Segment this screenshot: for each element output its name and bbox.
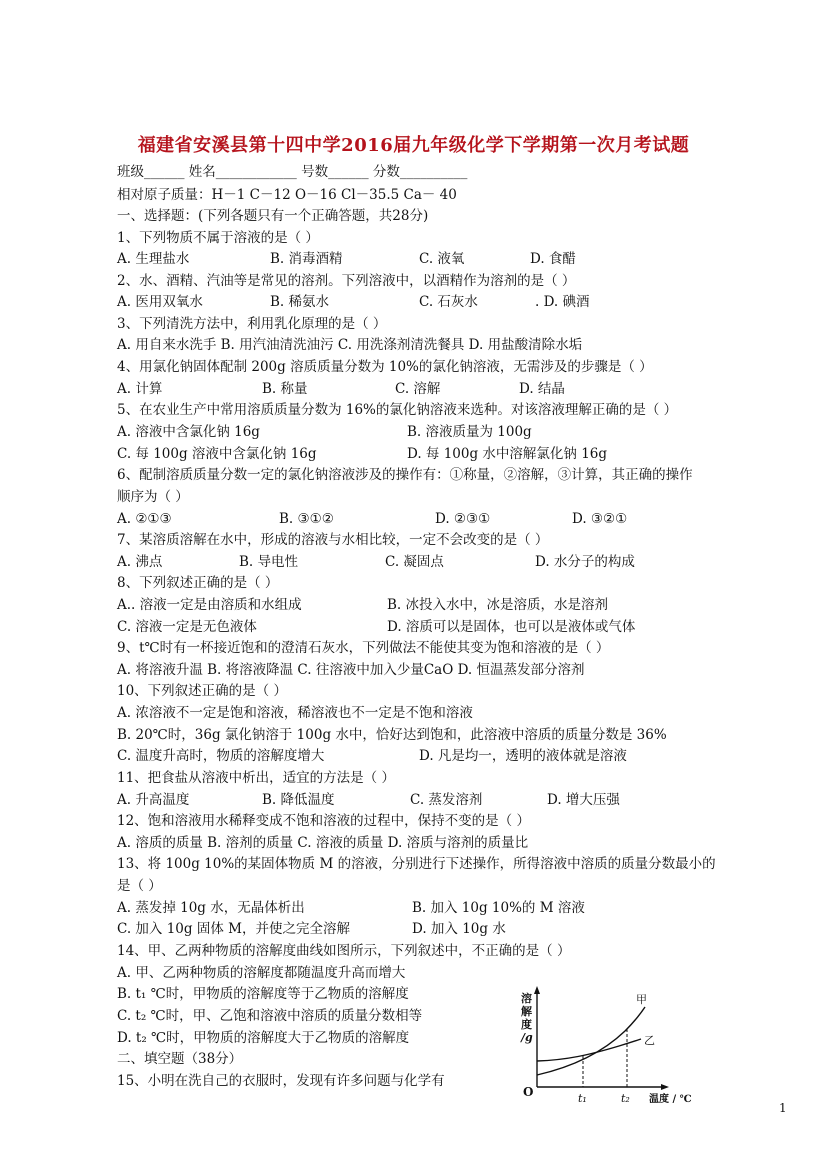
text-segment: D. ③②①: [572, 511, 628, 527]
text-segment: 1、下列物质不属于溶液的是（ ）: [117, 230, 319, 246]
text-segment: B. 称量: [262, 381, 308, 397]
text-segment: C. 温度升高时，物质的溶解度增大: [117, 748, 325, 764]
x-axis-arrow: [661, 1084, 669, 1090]
text-segment: D. 凡是均一，透明的液体就是溶液: [419, 748, 627, 764]
text-segment: D. t₂ ℃时，甲物质的溶解度大于乙物质的溶解度: [117, 1030, 410, 1046]
text-segment: A. 将溶液升温 B. 将溶液降温 C. 往溶液中加入少量CaO D. 恒温蒸发部分溶剂: [117, 662, 585, 678]
text-segment: 13、将 100g 10%的某固体物质 M 的溶液，分别进行下述操作，所得溶液中溶质的质量分数最小的: [117, 856, 716, 872]
curve-jia: [537, 1007, 645, 1075]
text-segment: 二、填空题（38分）: [117, 1051, 243, 1067]
text-segment: C. t₂ ℃时，甲、乙饱和溶液中溶质的质量分数相等: [117, 1008, 423, 1024]
text-segment: B. 降低温度: [262, 792, 335, 808]
text-segment: 6、配制溶质质量分数一定的氯化钠溶液涉及的操作有：①称量，②溶解，③计算，其正确的操作: [117, 467, 693, 483]
text-segment: C. 液氧: [419, 251, 465, 267]
text-segment: D. 增大压强: [547, 792, 620, 808]
text-segment: 5、在农业生产中常用溶质质量分数为 16%的氯化钠溶液来选种。对该溶液理解正确的是（ ）: [117, 402, 678, 418]
text-segment: B. 导电性: [239, 554, 299, 570]
y-axis-label-3: 度: [521, 1018, 532, 1031]
text-segment: B. 加入 10g 10%的 M 溶液: [412, 900, 585, 916]
text-segment: D. 加入 10g 水: [412, 921, 506, 937]
y-axis-label-1: 溶: [521, 992, 532, 1005]
curve-jia-label: 甲: [636, 993, 647, 1006]
text-segment: 10、下列叙述正确的是（ ）: [117, 683, 287, 699]
text-segment: C. 石灰水: [419, 294, 478, 310]
y-axis-label-4: /g: [521, 1031, 533, 1044]
text-segment: 2、水、酒精、汽油等是常见的溶剂。下列溶液中，以酒精作为溶剂的是（ ）: [117, 273, 576, 289]
text-segment: B. 冰投入水中，冰是溶质，水是溶剂: [387, 597, 609, 613]
text-segment: 8、下列叙述正确的是（ ）: [117, 575, 279, 591]
t1-tick-label: t₁: [578, 1092, 587, 1103]
text-segment: B. 消毒酒精: [270, 251, 343, 267]
text-segment: D. ②③①: [435, 511, 491, 527]
text-segment: 一、选择题：(下列各题只有一个正确答题，共28分): [117, 208, 429, 224]
text-segment: A. 用自来水洗手 B. 用汽油清洗油污 C. 用洗涤剂清洗餐具 D. 用盐酸清除水垢: [117, 337, 583, 353]
text-segment: B. 溶液质量为 100g: [407, 424, 532, 440]
text-segment: B. ③①②: [279, 511, 334, 527]
text-segment: A. 甲、乙两种物质的溶解度都随温度升高而增大: [117, 965, 406, 981]
curve-yi: [537, 1039, 641, 1061]
text-segment: 12、饱和溶液用水稀释变成不饱和溶液的过程中，保持不变的是（ ）: [117, 813, 530, 829]
y-axis-label-2: 解: [521, 1005, 532, 1018]
curve-yi-label: 乙: [644, 1034, 655, 1047]
text-segment: C. 加入 10g 固体 M，并使之完全溶解: [117, 921, 350, 937]
x-axis-label: 温度 / ℃: [649, 1094, 692, 1103]
text-segment: 是（ ）: [117, 878, 162, 894]
text-segment: A. 计算: [117, 381, 163, 397]
text-segment: D. 结晶: [519, 381, 565, 397]
text-segment: B. 稀氨水: [270, 294, 330, 310]
t2-tick-label: t₂: [621, 1092, 630, 1103]
text-segment: A.. 溶液一定是由溶质和水组成: [117, 597, 302, 613]
text-segment: A. 升高温度: [117, 792, 190, 808]
text-segment: C. 凝固点: [385, 554, 444, 570]
origin-label: O: [523, 1085, 534, 1099]
text-segment: A. 溶质的质量 B. 溶剂的质量 C. 溶液的质量 D. 溶质与溶剂的质量比: [117, 835, 529, 851]
text-segment: A. 生理盐水: [117, 251, 190, 267]
text-segment: B. t₁ ℃时，甲物质的溶解度等于乙物质的溶解度: [117, 986, 409, 1002]
page-number: 1: [779, 1101, 787, 1115]
text-segment: D. 溶质可以是固体，也可以是液体或气体: [387, 619, 636, 635]
text-segment: 14、甲、乙两种物质的溶解度曲线如图所示，下列叙述中，不正确的是（ ）: [117, 943, 571, 959]
text-segment: 9、t℃时有一杯接近饱和的澄清石灰水，下列做法不能使其变为饱和溶液的是（ ）: [117, 640, 610, 656]
text-segment: 班级______ 姓名____________ 号数______ 分数__________: [117, 164, 468, 180]
solubility-curve-figure: [507, 983, 707, 1103]
page-title: 福建省安溪县第十四中学2016届九年级化学下学期第一次月考试题: [137, 135, 690, 156]
text-segment: D. 食醋: [530, 251, 576, 267]
text-segment: 15、小明在洗自己的衣服时，发现有许多问题与化学有: [117, 1073, 445, 1089]
text-segment: A. 蒸发掉 10g 水，无晶体析出: [117, 900, 305, 916]
text-segment: C. 每 100g 溶液中含氯化钠 16g: [117, 446, 317, 462]
text-segment: C. 溶解: [395, 381, 441, 397]
text-segment: 相对原子质量：H－1 C－12 O－16 Cl－35.5 Ca－ 40: [117, 187, 457, 203]
text-segment: D. 水分子的构成: [535, 554, 635, 570]
text-segment: D. 每 100g 水中溶解氯化钠 16g: [407, 446, 608, 462]
y-axis-arrow: [534, 986, 540, 994]
text-segment: A. 溶液中含氯化钠 16g: [117, 424, 260, 440]
text-segment: A. ②①③: [117, 511, 172, 527]
text-segment: 4、用氯化钠固体配制 200g 溶质质量分数为 10%的氯化钠溶液，无需涉及的步骤是（ ）: [117, 359, 653, 375]
text-segment: 7、某溶质溶解在水中，形成的溶液与水相比较，一定不会改变的是（ ）: [117, 532, 549, 548]
text-segment: B. 20℃时，36g 氯化钠溶于 100g 水中，恰好达到饱和，此溶液中溶质的质量分数是 36%: [117, 727, 667, 743]
text-segment: A. 医用双氧水: [117, 294, 203, 310]
text-segment: A. 浓溶液不一定是饱和溶液，稀溶液也不一定是不饱和溶液: [117, 705, 473, 721]
text-segment: 3、下列清洗方法中，利用乳化原理的是（ ）: [117, 316, 387, 332]
text-segment: . D. 碘酒: [535, 294, 590, 310]
text-segment: A. 沸点: [117, 554, 163, 570]
text-segment: C. 溶液一定是无色液体: [117, 619, 257, 635]
text-segment: 11、把食盐从溶液中析出，适宜的方法是（ ）: [117, 770, 395, 786]
text-segment: 顺序为（ ）: [117, 489, 189, 505]
text-segment: C. 蒸发溶剂: [410, 792, 483, 808]
